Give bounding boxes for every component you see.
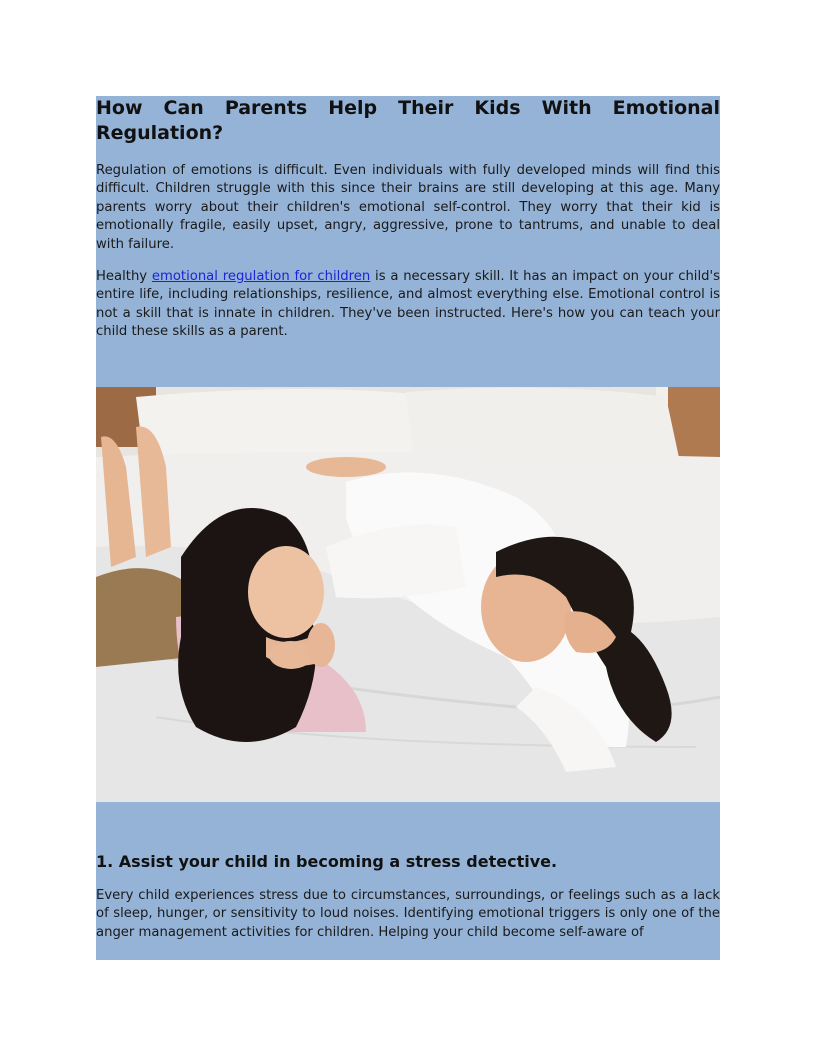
- second-paragraph: [96, 268, 720, 342]
- title-line-2: Regulation?: [96, 122, 224, 144]
- emotional-regulation-link[interactable]: emotional regulation for children: [151, 269, 371, 284]
- p2-lead: Healthy: [96, 269, 152, 284]
- article-panel: [96, 96, 720, 960]
- section-1-heading: 1. Assist your child in becoming a stress detective.: [96, 852, 558, 871]
- intro-paragraph: Regulation of emotions is difficult. Even individuals with fully developed minds will find this difficult. Children struggle with this since their brains are still developing at this age. Many parents worry about their children's emotional self-control. They worry that their kid is emotionally fragile, easily upset, angry, aggressive, prone to tantrums, and unable to deal with failure.: [96, 163, 720, 252]
- photo-illustration: [96, 387, 720, 802]
- mother-daughter-photo: [96, 387, 720, 802]
- title-line-1: How Can Parents Help Their Kids With Emotional: [96, 97, 720, 119]
- article-title: [96, 96, 720, 146]
- p2-rest: is a necessary skill. It has an impact on your child's entire life, including relationships, resilience, and almost everything else. Emotional control is not a skill that is innate in children. They've been instructed. Here's how you can teach your child these skills as a parent.: [96, 269, 720, 340]
- section-1-paragraph: Every child experiences stress due to circumstances, surroundings, or feelings such as a lack of sleep, hunger, or sensitivity to loud noises. Identifying emotional triggers is only one of the anger management activities for children. Helping your child become self-aware of: [96, 888, 720, 940]
